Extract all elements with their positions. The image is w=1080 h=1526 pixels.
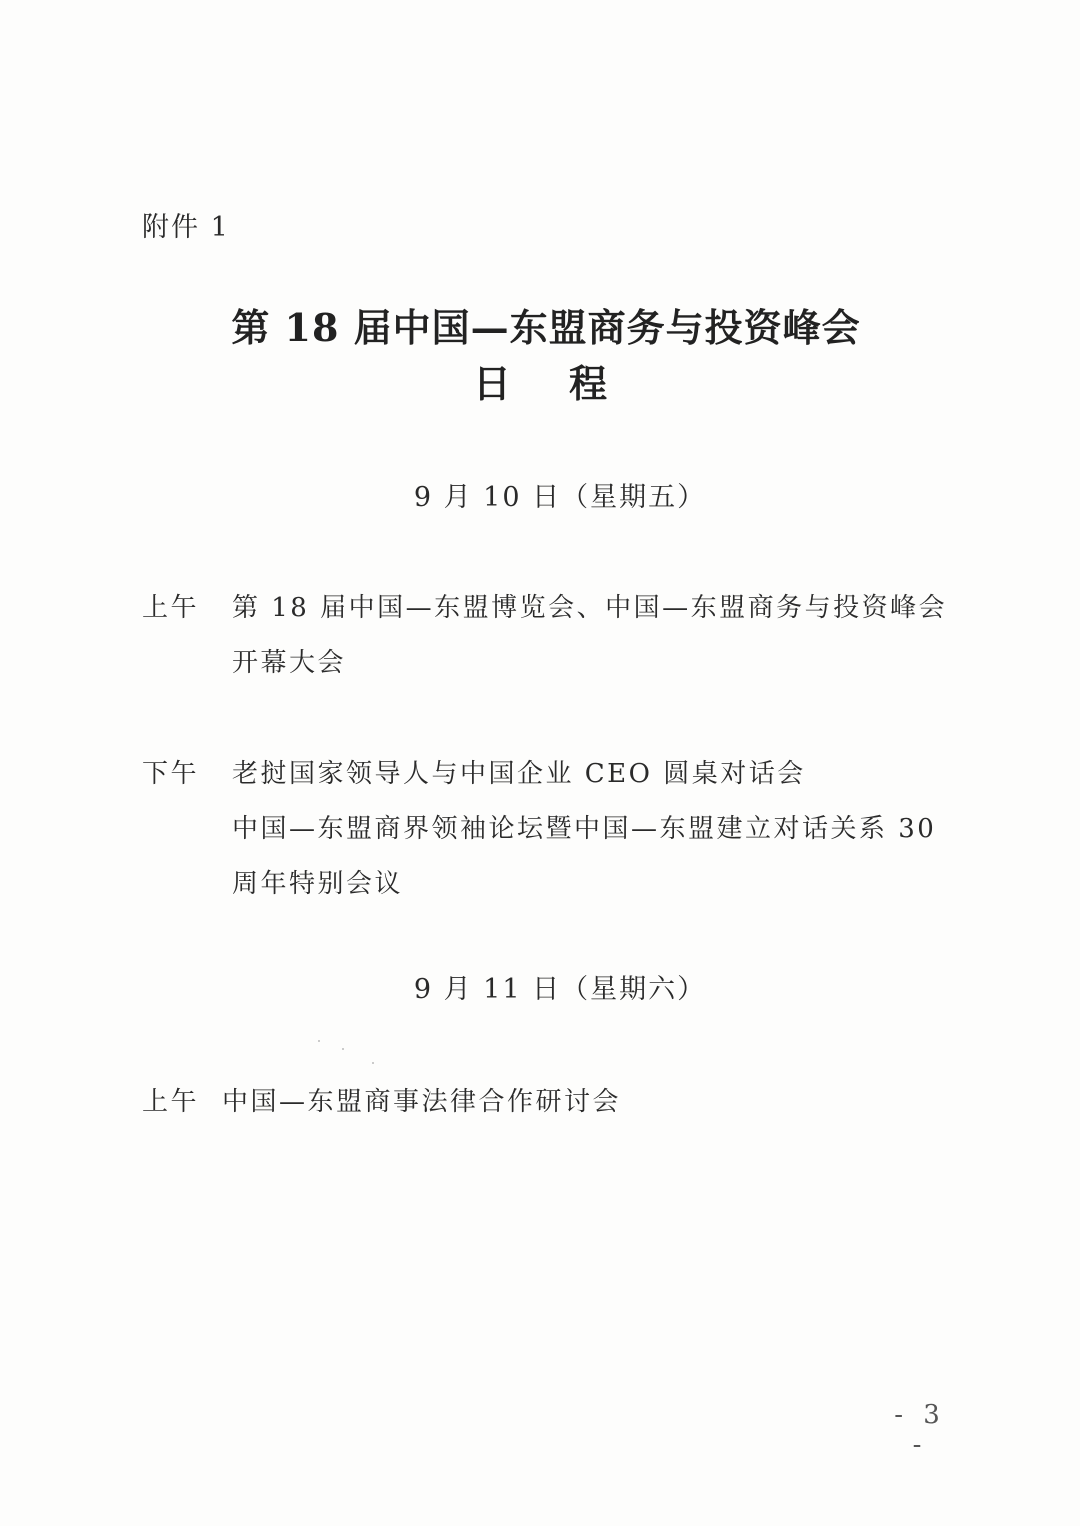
day-heading-1: 9 月 10 日（星期五）	[413, 482, 707, 513]
session-period: 上午	[142, 593, 200, 623]
session-items	[232, 590, 962, 700]
page-number: - 3 -	[894, 1400, 946, 1460]
session-period: 下午	[142, 759, 200, 789]
scan-speckle	[318, 1040, 320, 1042]
session-item-line: 中国—东盟商界领袖论坛暨中国—东盟建立对话关系 30	[232, 814, 937, 844]
session-period: 上午	[142, 1087, 200, 1117]
attachment-label: 附件 1	[142, 212, 230, 243]
session-items	[232, 756, 962, 921]
session-item-line: 开幕大会	[232, 648, 347, 678]
document-subtitle: 日程	[472, 361, 665, 406]
document-title: 第 18 届中国—东盟商务与投资峰会	[231, 305, 861, 350]
day-heading-2: 9 月 11 日（星期六）	[413, 974, 707, 1005]
session-item-line: 老挝国家领导人与中国企业 CEO 圆桌对话会	[232, 759, 806, 789]
scan-speckle	[372, 1062, 374, 1064]
scan-speckle	[342, 1048, 344, 1050]
session-item-line: 第 18 届中国—东盟博览会、中国—东盟商务与投资峰会	[232, 593, 948, 623]
session-item-line: 周年特别会议	[232, 869, 404, 899]
session-item-line: 中国—东盟商事法律合作研讨会	[222, 1087, 622, 1117]
session-items	[222, 1084, 952, 1139]
